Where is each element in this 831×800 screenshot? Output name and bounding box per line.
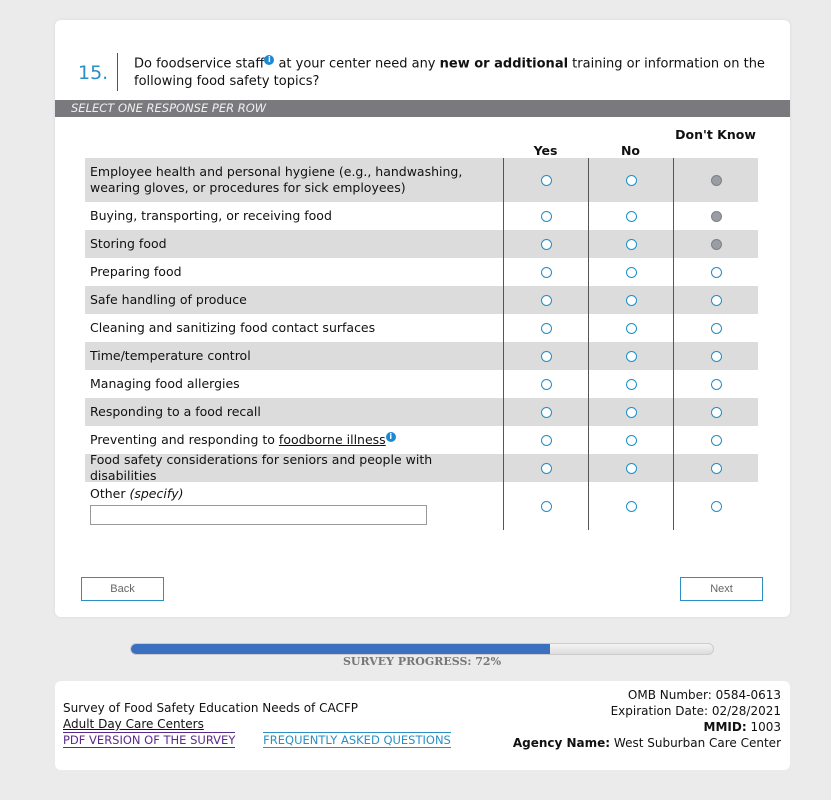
response-cell [673, 230, 758, 258]
radio-dont-know[interactable] [711, 295, 722, 306]
progress-bar [130, 643, 714, 655]
glossary-link[interactable]: foodborne illness [278, 432, 386, 448]
response-cell [588, 258, 673, 286]
question-text-part: at your center need any [274, 56, 440, 72]
table-row [85, 398, 758, 426]
column-header-yes: Yes [533, 143, 558, 158]
radio-yes[interactable] [541, 351, 552, 362]
row-label [85, 286, 503, 314]
radio-dont-know[interactable] [711, 267, 722, 278]
row-label-text: Cleaning and sanitizing food contact surfaces [90, 320, 376, 335]
question-text-part: Do foodservice staff [134, 56, 265, 72]
radio-dont-know[interactable] [711, 323, 722, 334]
other-specify-input[interactable] [90, 505, 427, 525]
row-label [85, 370, 503, 398]
mmid [513, 719, 781, 735]
pdf-version-link[interactable]: PDF VERSION OF THE SURVEY [63, 733, 236, 747]
response-cell [673, 158, 758, 202]
agency-value: West Suburban Care Center [610, 736, 781, 750]
radio-yes[interactable] [541, 211, 552, 222]
response-cell [673, 398, 758, 426]
radio-yes[interactable] [541, 267, 552, 278]
response-cell [503, 258, 588, 286]
radio-no[interactable] [626, 267, 637, 278]
response-cell [588, 286, 673, 314]
radio-dont-know[interactable] [711, 351, 722, 362]
radio-no[interactable] [626, 501, 637, 512]
survey-title: Survey of Food Safety Education Needs of CACFP [63, 701, 358, 715]
radio-dont-know[interactable] [711, 407, 722, 418]
question-text [134, 55, 774, 91]
radio-dont-know[interactable] [711, 175, 722, 186]
response-cell [673, 258, 758, 286]
radio-dont-know[interactable] [711, 435, 722, 446]
row-label-text: Storing food [90, 236, 167, 251]
table-row [85, 258, 758, 286]
radio-yes[interactable] [541, 435, 552, 446]
response-cell [673, 286, 758, 314]
response-cell [588, 370, 673, 398]
response-cell [588, 482, 673, 530]
response-cell [503, 370, 588, 398]
instruction-banner: SELECT ONE RESPONSE PER ROW [55, 100, 790, 117]
row-label-text: Managing food allergies [90, 376, 240, 391]
footer [55, 681, 790, 770]
row-label-text: Buying, transporting, or receiving food [90, 208, 332, 223]
row-label [85, 314, 503, 342]
row-label [85, 454, 503, 482]
agency-label: Agency Name: [512, 736, 611, 750]
row-label-text: Food safety considerations for seniors and people with disabilities [90, 452, 433, 483]
row-label [85, 230, 503, 258]
column-header-dont-know: Don't Know [675, 127, 756, 142]
radio-dont-know[interactable] [711, 211, 722, 222]
response-cell [673, 370, 758, 398]
faq-link[interactable]: FREQUENTLY ASKED QUESTIONS [263, 733, 451, 747]
response-cell [673, 454, 758, 482]
radio-dont-know[interactable] [711, 239, 722, 250]
response-cell [503, 286, 588, 314]
radio-no[interactable] [626, 295, 637, 306]
expiration-date: Expiration Date: 02/28/2021 [610, 704, 781, 718]
row-label-text: Employee health and personal hygiene (e.g., handwashing, wearing gloves, or procedures for sick employees) [90, 164, 463, 195]
question-text-part: training or information on the following food safety topics? [134, 56, 765, 90]
info-icon[interactable]: i [264, 55, 274, 65]
row-label-text: Responding to a food recall [90, 404, 261, 419]
radio-no[interactable] [626, 351, 637, 362]
radio-no[interactable] [626, 435, 637, 446]
response-cell [588, 398, 673, 426]
table-row [85, 370, 758, 398]
radio-yes[interactable] [541, 379, 552, 390]
radio-dont-know[interactable] [711, 501, 722, 512]
response-cell [503, 230, 588, 258]
response-grid [85, 158, 758, 530]
radio-yes[interactable] [541, 295, 552, 306]
radio-no[interactable] [626, 211, 637, 222]
specify-label: (specify) [129, 486, 184, 501]
table-row [85, 342, 758, 370]
radio-no[interactable] [626, 239, 637, 250]
mmid-label: MMID: [703, 720, 747, 734]
radio-no[interactable] [626, 463, 637, 474]
response-cell [588, 454, 673, 482]
response-cell [673, 202, 758, 230]
radio-no[interactable] [626, 407, 637, 418]
radio-dont-know[interactable] [711, 379, 722, 390]
radio-no[interactable] [626, 323, 637, 334]
radio-yes[interactable] [541, 323, 552, 334]
column-header-no: No [620, 143, 641, 158]
response-cell [503, 342, 588, 370]
other-label: Other [90, 486, 130, 501]
response-cell [503, 398, 588, 426]
question-number: 15. [78, 62, 109, 84]
response-cell [673, 314, 758, 342]
response-cell [503, 314, 588, 342]
row-label-text: Preventing and responding to [90, 432, 279, 448]
response-cell [588, 158, 673, 202]
response-cell [503, 202, 588, 230]
radio-no[interactable] [626, 175, 637, 186]
omb-number: OMB Number: 0584-0613 [627, 688, 781, 702]
response-cell [503, 454, 588, 482]
survey-subtitle: Adult Day Care Centers [63, 717, 204, 731]
response-cell [588, 202, 673, 230]
row-label [85, 482, 503, 530]
radio-yes[interactable] [541, 239, 552, 250]
row-label [85, 342, 503, 370]
row-label-text: Preparing food [90, 264, 182, 279]
response-cell [588, 314, 673, 342]
row-label-text: Safe handling of produce [90, 292, 247, 307]
table-row [85, 426, 758, 454]
divider [117, 53, 118, 91]
agency-name [513, 735, 781, 751]
back-button[interactable]: Back [81, 577, 164, 601]
radio-yes[interactable] [541, 463, 552, 474]
radio-yes[interactable] [541, 501, 552, 512]
response-cell [588, 230, 673, 258]
info-icon[interactable]: i [386, 432, 396, 442]
table-row [85, 286, 758, 314]
response-cell [588, 342, 673, 370]
question-card [55, 20, 790, 617]
question-emphasis: new or additional [439, 56, 569, 72]
response-cell [673, 482, 758, 530]
table-row [85, 230, 758, 258]
row-label-text: Time/temperature control [90, 348, 251, 363]
table-row [85, 158, 758, 202]
row-label [85, 258, 503, 286]
progress-fill [131, 644, 550, 654]
mmid-value: 1003 [746, 720, 781, 734]
response-cell [673, 426, 758, 454]
table-row [85, 314, 758, 342]
progress-label: SURVEY PROGRESS: 72% [342, 655, 502, 668]
radio-yes[interactable] [541, 407, 552, 418]
next-button[interactable]: Next [680, 577, 763, 601]
radio-yes[interactable] [541, 175, 552, 186]
table-row-other [85, 482, 758, 530]
response-cell [503, 426, 588, 454]
response-cell [588, 426, 673, 454]
response-cell [503, 482, 588, 530]
response-cell [503, 158, 588, 202]
row-label [85, 158, 503, 202]
radio-dont-know[interactable] [711, 463, 722, 474]
row-label [85, 426, 503, 454]
row-label [85, 398, 503, 426]
row-label [85, 202, 503, 230]
table-row [85, 454, 758, 482]
radio-no[interactable] [626, 379, 637, 390]
table-row [85, 202, 758, 230]
response-cell [673, 342, 758, 370]
